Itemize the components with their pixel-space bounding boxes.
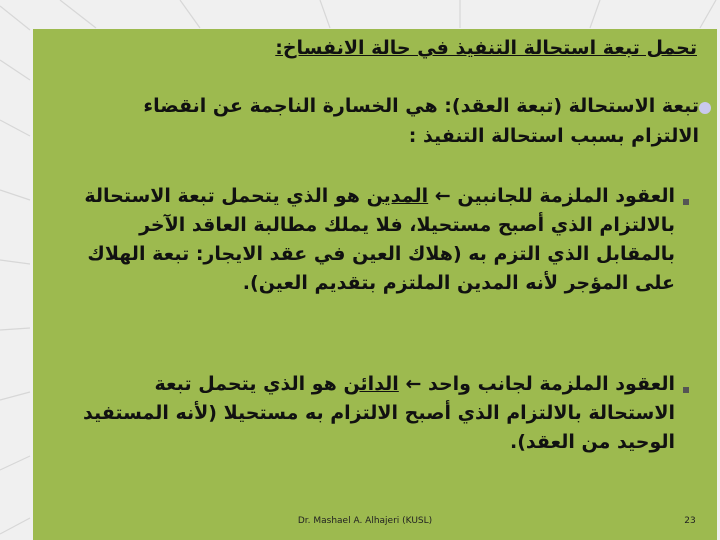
sub-item-unilateral	[65, 370, 675, 457]
sub-item-rest: هو الذي يتحمل تبعة الاستحالة بالالتزام الذي أصبح الالتزام به مستحيلا (لأنه المستفيد الوحيد من العقد).	[83, 373, 675, 453]
sub-item-lead: العقود الملزمة لجانب واحد	[428, 373, 675, 395]
sub-item-party: الدائن	[343, 373, 399, 395]
sub-item-bilateral	[65, 182, 675, 298]
square-bullet-icon	[683, 387, 689, 393]
slide-heading: تحمل تبعة استحالة التنفيذ في حالة الانفساخ:	[275, 37, 697, 59]
round-bullet-icon	[699, 102, 711, 114]
slide-panel	[33, 29, 717, 540]
page-number: 23	[684, 516, 696, 526]
left-arrow-icon: ←	[434, 185, 451, 207]
sub-item-rest: هو الذي يتحمل تبعة الاستحالة بالالتزام الذي أصبح مستحيلا، فلا يملك مطالبة العاقد الآخر بالمقابل الذي التزم به (هلاك العين في عقد الايجار: تبعة الهلاك على المؤجر لأنه المدين الملتزم بتقديم العين).	[84, 185, 675, 294]
sub-item-party: المدين	[366, 185, 429, 207]
square-bullet-icon	[683, 199, 689, 205]
left-arrow-icon: ←	[405, 373, 422, 395]
footer-author: Dr. Mashael A. Alhajeri (KUSL)	[297, 516, 433, 526]
sub-item-lead: العقود الملزمة للجانبين	[457, 185, 675, 207]
main-point-text: تبعة الاستحالة (تبعة العقد): هي الخسارة الناجمة عن انقضاء الالتزام بسبب استحالة التنفيذ :	[143, 95, 699, 147]
